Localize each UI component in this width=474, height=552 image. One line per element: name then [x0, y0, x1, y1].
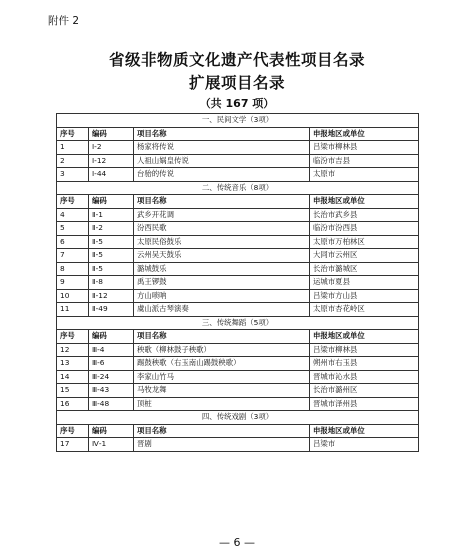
cell-name: 台骀的传说 [134, 168, 310, 182]
header-name: 项目名称 [134, 330, 310, 344]
cell-unit: 大同市云州区 [310, 249, 419, 263]
cell-no: 12 [57, 343, 89, 357]
cell-no: 9 [57, 276, 89, 290]
cell-unit: 晋城市泽州县 [310, 397, 419, 411]
cell-no: 3 [57, 168, 89, 182]
cell-name: 太原民俗鼓乐 [134, 235, 310, 249]
header-name: 项目名称 [134, 424, 310, 438]
cell-name: 杨家将传说 [134, 141, 310, 155]
header-unit: 申报地区或单位 [310, 127, 419, 141]
table-row [57, 276, 419, 290]
cell-code: Ⅱ-5 [89, 262, 134, 276]
cell-unit: 太原市万柏林区 [310, 235, 419, 249]
cell-name: 晋剧 [134, 438, 310, 452]
cell-no: 16 [57, 397, 89, 411]
cell-unit: 吕梁市柳林县 [310, 343, 419, 357]
cell-no: 7 [57, 249, 89, 263]
column-header-row [57, 330, 419, 344]
section-header-row [57, 181, 419, 195]
cell-unit: 运城市夏县 [310, 276, 419, 290]
cell-code: Ⅱ-1 [89, 208, 134, 222]
section-title: 一、民间文学（3项） [57, 114, 419, 128]
table-row [57, 249, 419, 263]
cell-code: Ⅱ-2 [89, 222, 134, 236]
cell-unit: 晋城市沁水县 [310, 370, 419, 384]
section-header-row [57, 114, 419, 128]
table-row [57, 397, 419, 411]
cell-no: 13 [57, 357, 89, 371]
cell-name: 李家山竹马 [134, 370, 310, 384]
table-row [57, 262, 419, 276]
cell-no: 15 [57, 384, 89, 398]
cell-unit: 吕梁市方山县 [310, 289, 419, 303]
table-row [57, 154, 419, 168]
header-name: 项目名称 [134, 195, 310, 209]
section-title: 四、传统戏剧（3项） [57, 411, 419, 425]
document-subtitle: 扩展项目名录 [188, 73, 285, 92]
table-row [57, 370, 419, 384]
cell-code: Ⅰ-12 [89, 154, 134, 168]
cell-no: 11 [57, 303, 89, 317]
table-row [57, 357, 419, 371]
cell-no: 4 [57, 208, 89, 222]
header-code: 编码 [89, 330, 134, 344]
table-row [57, 235, 419, 249]
cell-name: 虞山派古琴演奏 [134, 303, 310, 317]
cell-name: 汾西民歌 [134, 222, 310, 236]
cell-code: Ⅲ-4 [89, 343, 134, 357]
table-row [57, 222, 419, 236]
section-title: 三、传统舞蹈（5项） [57, 316, 419, 330]
cell-unit: 朔州市右玉县 [310, 357, 419, 371]
cell-name: 人祖山娲皇传说 [134, 154, 310, 168]
cell-code: Ⅱ-8 [89, 276, 134, 290]
cell-code: Ⅱ-12 [89, 289, 134, 303]
cell-unit: 太原市 [310, 168, 419, 182]
cell-no: 6 [57, 235, 89, 249]
cell-name: 马牧龙舞 [134, 384, 310, 398]
table-row [57, 303, 419, 317]
cell-no: 5 [57, 222, 89, 236]
cell-unit: 长治市潞州区 [310, 384, 419, 398]
cell-name: 踢鼓秧歌（右玉南山踢鼓秧歌） [134, 357, 310, 371]
header-unit: 申报地区或单位 [310, 330, 419, 344]
cell-unit: 长治市武乡县 [310, 208, 419, 222]
cell-code: Ⅲ-6 [89, 357, 134, 371]
cell-code: Ⅳ-1 [89, 438, 134, 452]
document-title: 省级非物质文化遗产代表性项目名录 [108, 50, 365, 69]
header-code: 编码 [89, 424, 134, 438]
cell-code: Ⅱ-5 [89, 235, 134, 249]
table-row [57, 141, 419, 155]
cell-code: Ⅲ-48 [89, 397, 134, 411]
table-row [57, 384, 419, 398]
header-no: 序号 [57, 330, 89, 344]
column-header-row [57, 424, 419, 438]
header-no: 序号 [57, 195, 89, 209]
cell-unit: 临汾市汾西县 [310, 222, 419, 236]
cell-unit: 太原市杏花岭区 [310, 303, 419, 317]
header-name: 项目名称 [134, 127, 310, 141]
header-no: 序号 [57, 424, 89, 438]
table-row [57, 168, 419, 182]
table-row [57, 343, 419, 357]
section-title: 二、传统音乐（8项） [57, 181, 419, 195]
header-unit: 申报地区或单位 [310, 424, 419, 438]
cell-no: 8 [57, 262, 89, 276]
header-no: 序号 [57, 127, 89, 141]
cell-no: 17 [57, 438, 89, 452]
cell-code: Ⅰ-2 [89, 141, 134, 155]
cell-unit: 长治市潞城区 [310, 262, 419, 276]
cell-name: 武乡开花调 [134, 208, 310, 222]
cell-name: 禹王锣鼓 [134, 276, 310, 290]
cell-unit: 吕梁市柳林县 [310, 141, 419, 155]
column-header-row [57, 195, 419, 209]
attachment-label: 附件 2 [48, 15, 80, 27]
cell-no: 10 [57, 289, 89, 303]
cell-name: 顶桩 [134, 397, 310, 411]
table-row [57, 289, 419, 303]
table-row [57, 208, 419, 222]
cell-code: Ⅱ-5 [89, 249, 134, 263]
header-unit: 申报地区或单位 [310, 195, 419, 209]
page-number: — 6 — [219, 536, 255, 549]
header-code: 编码 [89, 127, 134, 141]
cell-unit: 吕梁市 [310, 438, 419, 452]
table-row [57, 438, 419, 452]
section-header-row [57, 411, 419, 425]
header-code: 编码 [89, 195, 134, 209]
cell-code: Ⅲ-43 [89, 384, 134, 398]
cell-no: 2 [57, 154, 89, 168]
cell-no: 14 [57, 370, 89, 384]
cell-name: 方山唢呐 [134, 289, 310, 303]
cell-code: Ⅱ-49 [89, 303, 134, 317]
cell-name: 云州吴天鼓乐 [134, 249, 310, 263]
cell-name: 潞城鼓乐 [134, 262, 310, 276]
section-header-row [57, 316, 419, 330]
column-header-row [57, 127, 419, 141]
cell-unit: 临汾市吉县 [310, 154, 419, 168]
cell-no: 1 [57, 141, 89, 155]
cell-code: Ⅲ-24 [89, 370, 134, 384]
cell-name: 秧歌（柳林鼓子秧歌） [134, 343, 310, 357]
cell-code: Ⅰ-44 [89, 168, 134, 182]
project-table [56, 113, 419, 452]
item-count: （共 167 项） [199, 97, 275, 110]
